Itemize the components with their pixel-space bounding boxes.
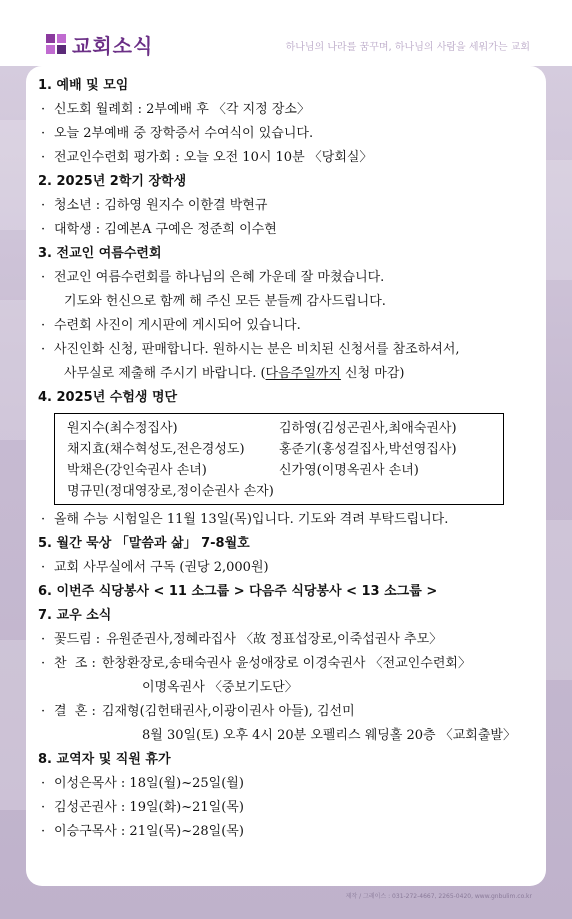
- list-item-wedding: · 결 혼 : 김재형(김헌태권사,이광이권사 아들), 김선미: [41, 704, 355, 719]
- footer-credit: 제작 / 그레이스 : 031-272-4667, 2265-0420, www.gnbulim.co.kr: [345, 893, 532, 900]
- student-name: 명규민(정대영장로,정이순권사 손자): [67, 484, 274, 499]
- church-tagline: 하나님의 나라를 꿈꾸며, 하나님의 사람을 세워가는 교회: [285, 42, 530, 53]
- section-title-retreat: 3. 전교인 여름수련회: [38, 246, 162, 261]
- student-name: 채지효(채수혁성도,전은경성도): [67, 442, 245, 457]
- section-title-worship: 1. 예배 및 모임: [38, 78, 129, 93]
- list-item-continuation: 사무실로 제출해 주시기 바랍니다. (다음주일까지 신청 마감): [64, 366, 405, 381]
- student-name: 원지수(최수정집사): [67, 421, 178, 436]
- list-item: · 올해 수능 시험일은 11월 13일(목)입니다. 기도와 격려 부탁드립니다.: [41, 512, 449, 527]
- section-title-staff-vacation: 8. 교역자 및 직원 휴가: [38, 752, 171, 767]
- student-name: 김하영(김성곤권사,최애숙권사): [279, 421, 457, 436]
- section-title-devotional: 5. 월간 묵상 「말씀과 삶」 7-8월호: [38, 536, 250, 551]
- list-item-continuation: 이명옥권사 〈중보기도단〉: [142, 680, 298, 695]
- list-item-continuation: 8월 30일(토) 오후 4시 20분 오펠리스 웨딩홀 20층 〈교회출발〉: [142, 728, 516, 743]
- list-item-flowers: · 꽃드림 : 유원준권사,정혜라집사 〈故 정표섭장로,이죽섭권사 추모〉: [41, 632, 443, 647]
- section-title-scholarship: 2. 2025년 2학기 장학생: [38, 174, 187, 189]
- list-item: · 수련회 사진이 게시판에 게시되어 있습니다.: [41, 318, 301, 333]
- section-title-member-news: 7. 교우 소식: [38, 608, 112, 623]
- list-item: · 청소년 : 김하영 원지수 이한결 박현규: [41, 198, 268, 213]
- list-item-continuation: 기도와 헌신으로 함께 해 주신 모든 분들께 감사드립니다.: [64, 294, 386, 309]
- list-item: · 교회 사무실에서 구독 (권당 2,000원): [41, 560, 269, 575]
- list-item: · 김성곤권사 : 19일(화)~21일(목): [41, 800, 244, 815]
- news-content: [38, 74, 516, 844]
- list-item: · 신도회 월례회 : 2부예배 후 〈각 지정 장소〉: [41, 102, 310, 117]
- list-item: · 사진인화 신청, 판매합니다. 원하시는 분은 비치된 신청서를 참조하셔서,: [41, 342, 460, 357]
- student-name: 홍준기(홍성걸집사,박선영집사): [279, 442, 457, 457]
- section-title-kitchen-service: 6. 이번주 식당봉사 < 11 소그룹 > 다음주 식당봉사 < 13 소그룹 >: [38, 584, 438, 599]
- list-item: · 전교인수련회 평가회 : 오늘 오전 10시 10분 〈당회실〉: [41, 150, 373, 165]
- list-item: · 이승구목사 : 21일(목)~28일(목): [41, 824, 244, 839]
- student-name: 박채은(강인숙권사 손녀): [67, 463, 207, 478]
- student-name: 신가영(이명옥권사 손녀): [279, 463, 419, 478]
- student-list-box: [54, 413, 504, 505]
- list-item: · 대학생 : 김예본A 구예은 정준희 이수현: [41, 222, 277, 237]
- grid-logo-icon: [46, 34, 66, 54]
- list-item: · 이성은목사 : 18일(월)~25일(월): [41, 776, 244, 791]
- deadline-text: 다음주일까지: [265, 366, 341, 381]
- list-item: · 오늘 2부예배 중 장학증서 수여식이 있습니다.: [41, 126, 314, 141]
- header: [0, 0, 572, 66]
- page-title: 교회소식: [72, 34, 154, 58]
- section-title-students: 4. 2025년 수험생 명단: [38, 390, 178, 405]
- list-item-donation: · 찬 조 : 한창환장로,송태숙권사 윤성애장로 이경숙권사 〈전교인수련회〉: [41, 656, 471, 671]
- list-item: · 전교인 여름수련회를 하나님의 은혜 가운데 잘 마쳤습니다.: [41, 270, 385, 285]
